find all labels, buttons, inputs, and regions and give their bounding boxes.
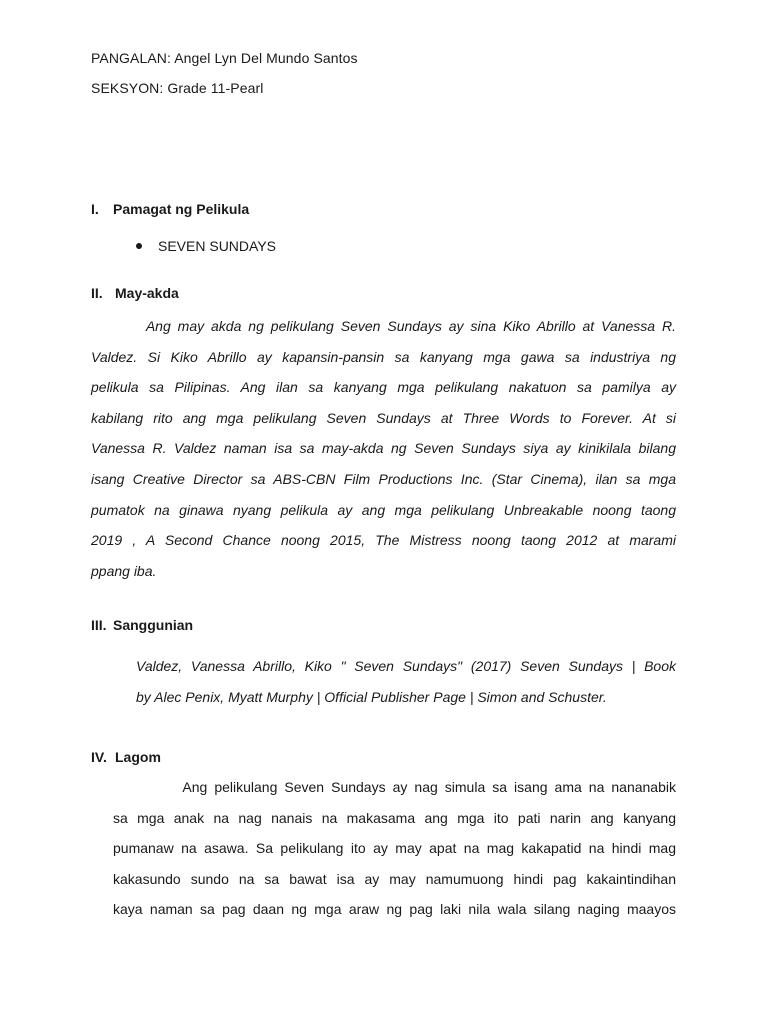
section-heading-1: [91, 201, 249, 217]
paragraph-line: Vanessa R. Valdez naman isa sa may-akda ng Seven Sundays siya ay kinikilala bilang: [91, 440, 676, 457]
summary-line: kaya naman sa pag daan ng mga araw ng pag laki nila wala silang naging maayos: [113, 901, 676, 918]
reference-paragraph: [136, 651, 676, 712]
summary-line: Ang pelikulang Seven Sundays ay nag simula sa isang ama na nananabik: [113, 779, 676, 795]
paragraph-line: pumatok na ginawa nyang pelikula ay ang mga pelikulang Unbreakable noong taong: [91, 501, 676, 518]
section-title-2: May-akda: [115, 285, 179, 301]
reference-line: Valdez, Vanessa Abrillo, Kiko " Seven Sundays" (2017) Seven Sundays | Book: [136, 658, 676, 674]
summary-line: pumanaw na asawa. Sa pelikulang ito ay may apat na mag kakapatid na hindi mag: [113, 840, 676, 857]
section-heading-2: [91, 285, 179, 301]
paragraph-line: kabilang rito ang mga pelikulang Seven Sundays at Three Words to Forever. At si: [91, 409, 676, 426]
section-title-1: Pamagat ng Pelikula: [113, 201, 250, 217]
reference-line: by Alec Penix, Myatt Murphy | Official Publisher Page | Simon and Schuster.: [136, 688, 607, 705]
section-heading-4: [91, 749, 161, 765]
paragraph-line: pelikula sa Pilipinas. Ang ilan sa kanyang mga pelikulang nakatuon sa pamilya ay: [91, 379, 676, 396]
summary-line: kakasundo sundo na sa bawat isa ay may namumuong hindi pag kakaintindihan: [113, 870, 676, 887]
movie-title: SEVEN SUNDAYS: [158, 238, 276, 254]
section-title-4: Lagom: [115, 749, 161, 765]
paragraph-line: ppang iba.: [91, 562, 157, 579]
paragraph-line: isang Creative Director sa ABS-CBN Film Productions Inc. (Star Cinema), ilan sa mga: [91, 470, 676, 487]
section-number-2: II.: [91, 285, 103, 301]
bullet-list-item: [136, 238, 276, 254]
paragraph-line: 2019 , A Second Chance noong 2015, The Mistress noong taong 2012 at marami: [91, 532, 676, 549]
section-number-4: IV.: [91, 749, 107, 765]
student-name-line: PANGALAN: Angel Lyn Del Mundo Santos: [91, 50, 358, 66]
section-title-3: Sanggunian: [113, 617, 194, 633]
bullet-icon: [136, 243, 142, 249]
section-number-1: I.: [91, 201, 99, 217]
paragraph-line: Ang may akda ng pelikulang Seven Sundays ay sina Kiko Abrillo at Vanessa R.: [91, 318, 676, 334]
student-section-line: SEKSYON: Grade 11-Pearl: [91, 80, 264, 96]
section-number-3: III.: [91, 617, 107, 633]
paragraph-line: Valdez. Si Kiko Abrillo ay kapansin-pansin sa kanyang mga gawa sa industriya ng: [91, 348, 676, 365]
section-heading-3: [91, 617, 193, 633]
author-paragraph: [91, 311, 676, 586]
summary-line: sa mga anak na nag nanais na makasama ang mga ito pati narin ang kanyang: [113, 809, 676, 826]
summary-paragraph: [113, 772, 676, 925]
